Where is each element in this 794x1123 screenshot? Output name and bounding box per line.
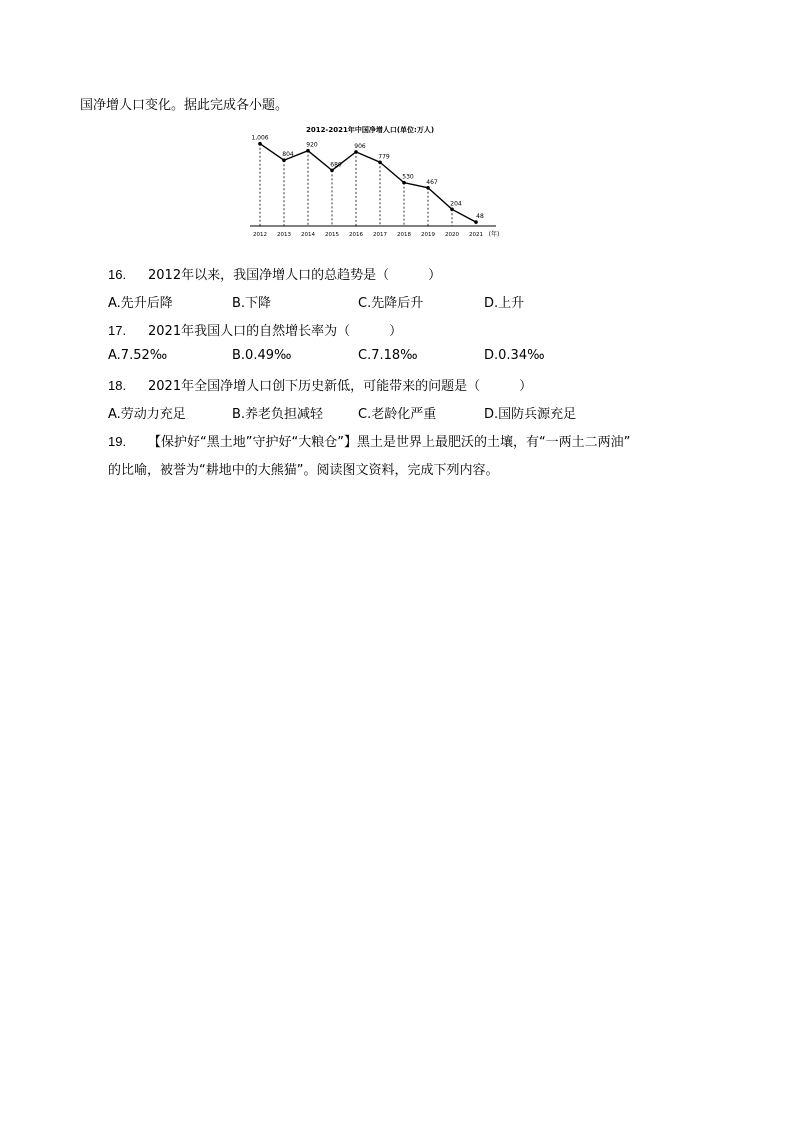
question-18	[108, 375, 532, 394]
option-a[interactable]: A.先升后降	[108, 296, 173, 311]
data-point	[306, 149, 310, 153]
data-point	[426, 186, 430, 190]
line-chart-svg	[246, 122, 502, 240]
option-b[interactable]: B.下降	[232, 296, 272, 311]
data-point	[354, 150, 358, 154]
data-label: 467	[426, 178, 438, 186]
question-stem: 2021年我国人口的自然增长率为（ ）	[148, 324, 403, 339]
data-label: 530	[402, 173, 414, 181]
data-point	[378, 160, 382, 164]
option-b[interactable]: B.0.49‰	[232, 348, 292, 363]
question-17	[108, 320, 402, 339]
option-c[interactable]: C.7.18‰	[358, 348, 418, 363]
question-stem: 2021年全国净增人口创下历史新低，可能带来的问题是（ ）	[148, 379, 533, 394]
option-a[interactable]: A.劳动力充足	[108, 407, 186, 422]
option-c[interactable]: C.先降后升	[358, 296, 424, 311]
data-label: 804	[282, 151, 294, 159]
question-number: 17.	[108, 323, 127, 338]
question-16	[108, 264, 441, 283]
data-label: 906	[354, 142, 366, 150]
data-point	[474, 220, 478, 224]
option-c[interactable]: C.老龄化严重	[358, 407, 437, 422]
x-tick-label: 2019	[421, 232, 435, 238]
question-number: 18.	[108, 378, 127, 393]
x-tick-label: 2013	[277, 232, 291, 238]
data-label: 204	[450, 200, 462, 208]
chart-title: 2012-2021年中国净增人口(单位:万人)	[305, 126, 435, 134]
data-point	[450, 208, 454, 212]
question-stem: 【保护好“黑土地”守护好“大粮仓”】黑土是世界上最肥沃的土壤，有“一两土二两油”	[148, 435, 631, 450]
x-tick-label: 2016	[349, 232, 363, 238]
question-number: 19.	[108, 434, 127, 449]
x-tick-label: 2014	[301, 232, 315, 238]
question-number: 16.	[108, 267, 127, 282]
data-label: 48	[476, 213, 484, 221]
x-tick-label: 2021	[469, 232, 483, 238]
x-tick-label: 2015	[325, 232, 339, 238]
data-point	[330, 169, 334, 173]
option-d[interactable]: D.0.34‰	[484, 348, 545, 363]
option-b[interactable]: B.养老负担减轻	[232, 407, 324, 422]
intro-text: 国净增人口变化。据此完成各小题。	[80, 98, 289, 113]
net-population-chart	[246, 122, 502, 240]
x-tick-label: 2017	[373, 232, 387, 238]
data-label: 779	[378, 153, 390, 161]
data-label: 920	[306, 141, 318, 149]
x-tick-label: 2020	[445, 232, 459, 238]
x-axis-unit: (年)	[488, 231, 500, 238]
data-point	[282, 158, 286, 162]
question-stem: 2012年以来，我国净增人口的总趋势是（ ）	[148, 268, 442, 283]
option-a[interactable]: A.7.52‰	[108, 348, 168, 363]
data-label: 1,006	[251, 134, 269, 142]
option-d[interactable]: D.国防兵源充足	[484, 407, 577, 422]
data-point	[402, 181, 406, 185]
question-19	[108, 431, 630, 450]
x-tick-label: 2018	[397, 232, 411, 238]
data-label: 680	[330, 161, 342, 169]
question-19-continuation: 的比喻，被誉为“耕地中的大熊猫”。阅读图文资料，完成下列内容。	[108, 463, 499, 478]
option-d[interactable]: D.上升	[484, 296, 525, 311]
data-point	[258, 142, 262, 146]
x-tick-label: 2012	[253, 232, 267, 238]
